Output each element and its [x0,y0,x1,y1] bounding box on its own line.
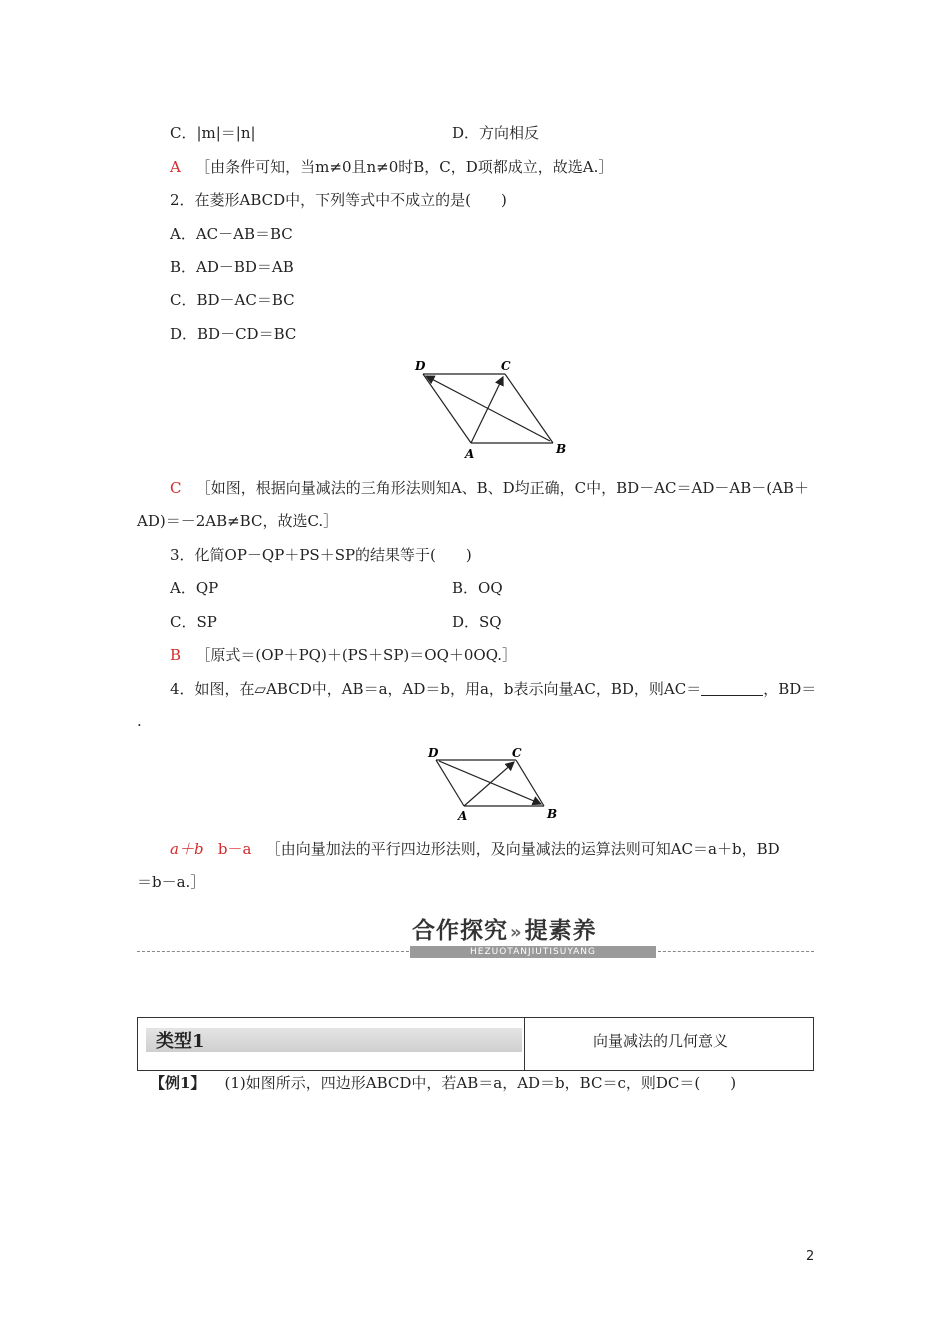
label-a: A [465,447,475,461]
q1-answer [170,157,613,177]
section-banner-title [412,912,597,945]
q4-answer-2: b－a [217,840,252,858]
q3-option-d: D．SQ [452,613,502,631]
banner-arrow-icon: » [510,922,523,943]
q1-option-c: C．|m|＝|n| [170,124,256,142]
q4-answer-1: a＋b [170,840,204,858]
q1-option-d: D．方向相反 [452,124,540,142]
q3-option-a: A．QP [170,579,219,597]
type-divider [524,1018,525,1070]
segment-da [423,374,471,443]
arrow-ac [464,762,514,806]
arrow-db [439,761,541,804]
q4-stem-tail: . [137,712,142,730]
q4-answer-line1 [170,839,780,859]
q2-stem: 2．在菱形ABCD中，下列等式中不成立的是( ) [170,191,507,209]
arrow-ac [471,377,503,443]
q3-answer [170,645,517,665]
q2-answer-text1: ［如图，根据向量减法的三角形法则知A、B、D均正确，C中，BD－AC＝AD－AB－(AB＋ [195,479,809,497]
q1-answer-letter: A [170,158,181,176]
q2-answer-line2: AD)＝－2AB≠BC，故选C.］ [137,512,339,530]
example-text: (1)如图所示，四边形ABCD中，若AB＝a，AD＝b，BC＝c，则DC＝( ) [224,1074,737,1092]
example-tag: 【例1】 [150,1074,206,1092]
section-banner-subtitle: HEZUOTANJIUTISUYANG [410,946,656,958]
label-b: B [556,442,567,456]
arrow-bd [426,376,550,441]
parallelogram-figure [420,744,570,824]
q4-stem [170,679,816,699]
q2-option-a: A．AC－AB＝BC [170,225,293,243]
q3-stem: 3．化简OP－QP＋PS＋SP的结果等于( ) [170,546,472,564]
page-number: 2 [806,1249,815,1264]
type-header-box [137,1017,814,1071]
q4-stem-b: ，BD＝ [763,680,817,698]
type-topic: 向量减法的几何意义 [593,1032,729,1050]
q4-blank[interactable] [701,681,763,696]
q4-answer-text1: ［由向量加法的平行四边形法则，及向量减法的运算法则可知AC＝a＋b，BD [265,840,780,858]
q3-option-c: C．SP [170,613,217,631]
label-a: A [458,809,468,823]
q3-answer-letter: B [170,646,182,664]
label-b: B [547,807,558,821]
q3-answer-text: ［原式＝(OP＋PQ)＋(PS＋SP)＝OQ＋0OQ.］ [195,646,518,664]
label-d: D [415,359,426,373]
q2-answer-letter: C [170,479,182,497]
q2-option-d: D．BD－CD＝BC [170,325,297,343]
q3-option-b: B．OQ [452,579,503,597]
q4-stem-a: 4．如图，在▱ABCD中，AB＝a，AD＝b，用a，b表示向量AC，BD，则AC＝ [170,680,702,698]
q1-answer-text: ［由条件可知，当m≠0且n≠0时B，C，D项都成立，故选A.］ [195,158,614,176]
segment-cb [505,374,553,443]
label-c: C [512,746,522,760]
banner-title-1: 合作探究 [412,918,508,944]
label-c: C [501,359,511,373]
label-d: D [428,746,439,760]
q2-answer-line1 [170,478,809,498]
type-label: 类型1 [156,1031,205,1052]
q2-option-b: B．AD－BD＝AB [170,258,294,276]
example-1 [150,1073,736,1093]
rhombus-figure [405,352,575,462]
banner-rule-left [137,951,409,952]
q4-answer-line2: ＝b－a.］ [137,873,206,891]
banner-rule-right [658,951,814,952]
banner-title-2: 提素养 [524,918,597,944]
segment-da [436,760,464,806]
q2-option-c: C．BD－AC＝BC [170,291,295,309]
